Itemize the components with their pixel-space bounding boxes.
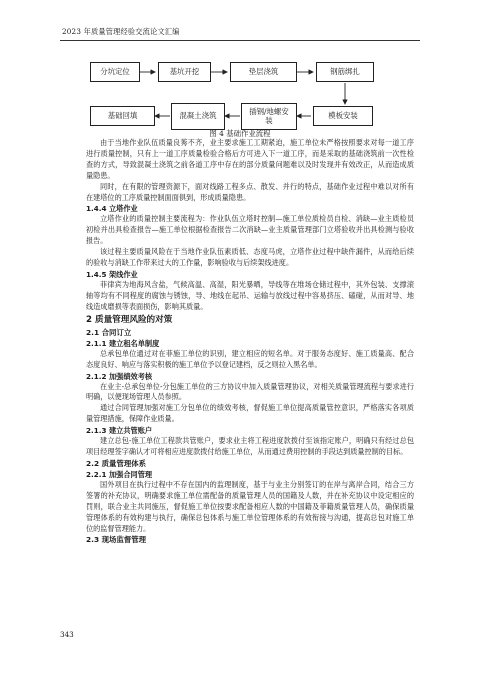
article-body xyxy=(86,138,414,545)
section-heading: 1.4.4 立塔作业 xyxy=(86,204,138,214)
section-heading: 2.2 质量管理体系 xyxy=(86,458,147,468)
section-heading: 2 质量管理风险的对策 xyxy=(86,314,173,325)
flow-step-3: 垫层浇筑 xyxy=(230,62,297,82)
figure-caption: 图 4 基础作业流程 xyxy=(209,129,271,138)
paragraph: 立塔作业的质量控制主要流程为：作业队伍立塔时控制—施工单位质检员自检、消缺—业主质检员初检并出具检查报告—施工单位根据检查报告二次消缺—业主质量管理部门立塔验收并出具检测与验收报告。 xyxy=(86,214,414,246)
paragraph: 国外项目在执行过程中不存在国内的监理制度，基于与业主分别签订的在岸与离岸合同，结合三方签署的补充协议，明确要求施工单位需配备的质量管理人员的国籍及人数，并在补充协议中设定相应的罚则，联合业主共同施压，督促施工单位按要求配备相应人数的中国籍及菲籍质量管理人员，确保质量管理体系的有效构建与执行，确保总包体系与施工单位管理体系的有效衔接与沟通，提高总包对施工单位的监督管理能力。 xyxy=(86,479,414,533)
section-heading: 2.1 合同订立 xyxy=(86,327,132,337)
section-heading: 2.3 现场监督管理 xyxy=(86,535,147,545)
flow-step-7: 混凝土浇筑 xyxy=(171,103,225,130)
page-number: 343 xyxy=(60,630,74,639)
paragraph: 建立总包-施工单位工程款共管账户，要求业主将工程进度款拨付至该指定账户，明确只有经过总包项目经理签字确认才可将相应进度款拨付给施工单位，从而通过费用控制的手段达到质量控制的目标。 xyxy=(86,436,414,457)
flow-step-1: 分坑定位 xyxy=(90,62,140,82)
paragraph: 同时，在有限的管理资源下，面对线路工程多点、散发、并行的特点，基础作业过程中难以对所有在建塔位的工序质量控制面面俱到，形成质量隐患。 xyxy=(86,181,414,202)
header-rule xyxy=(60,40,420,41)
flow-step-6: 插钢/地螺安装 xyxy=(241,103,297,130)
running-head: 2023 年质量管理经验交流论文汇编 xyxy=(62,27,180,36)
flow-step-4: 钢筋绑扎 xyxy=(316,62,374,82)
flow-step-2: 基坑开挖 xyxy=(158,62,211,82)
flow-step-5: 模板安装 xyxy=(313,106,373,126)
paragraph: 由于当地作业队伍质量良莠不齐，业主要求施工工期紧迫，施工单位未严格按照要求对每一道工序进行质量控制，只有上一道工序质量检验合格后方可进入下一道工序，而是采取的基础浇筑前一次性检查的方式，导致混凝土浇筑之前各道工序中存在的部分质量问题难以及时发现并有效改正，从而造成质量隐患。 xyxy=(86,138,414,180)
section-heading: 2.1.3 建立共管账户 xyxy=(86,426,153,436)
paragraph: 在业主-总承包单位-分包施工单位的三方协议中加入质量管理协议，对相关质量管理流程与要求进行明确，以便现场管理人员参照。 xyxy=(86,381,414,402)
flow-step-8: 基础回填 xyxy=(90,106,155,126)
section-heading: 2.1.1 建立租名单制度 xyxy=(86,338,160,348)
paragraph: 该过程主要质量风险在于当地作业队伍素质低、态度马虎，立塔作业过程中缺件漏件，从而给后续的验收与消缺工作带来过大的工作量，影响验收与后续架线进度。 xyxy=(86,247,414,268)
section-heading: 2.1.2 加强绩效考核 xyxy=(86,371,153,381)
section-heading: 2.2.1 加强合同管理 xyxy=(86,469,153,479)
paragraph: 总承包单位通过对在菲施工单位的识别，建立相应的短名单。对于服务态度好、施工质量高、配合态度良好、响应与落实积极的施工单位予以登记建档，反之则拉入黑名单。 xyxy=(86,348,414,369)
flowchart xyxy=(60,50,420,140)
paragraph: 菲律宾为地海风含盐，气候高温、高湿，阳光暴晒，导线等在堆场仓储过程中，其外包装、支撑滚轴等均有不同程度的腐蚀与锈蚀，导、地线在起吊、运输与放线过程中容易挤压、磕碰，从而对导、地线造成磨损等表面损伤，影响其质量。 xyxy=(86,279,414,311)
section-heading: 1.4.5 架线作业 xyxy=(86,269,138,279)
paragraph: 通过合同管理加强对施工分包单位的绩效考核，督促施工单位提高质量管控意识，严格落实各项质量管理措施，保障作业质量。 xyxy=(86,403,414,424)
